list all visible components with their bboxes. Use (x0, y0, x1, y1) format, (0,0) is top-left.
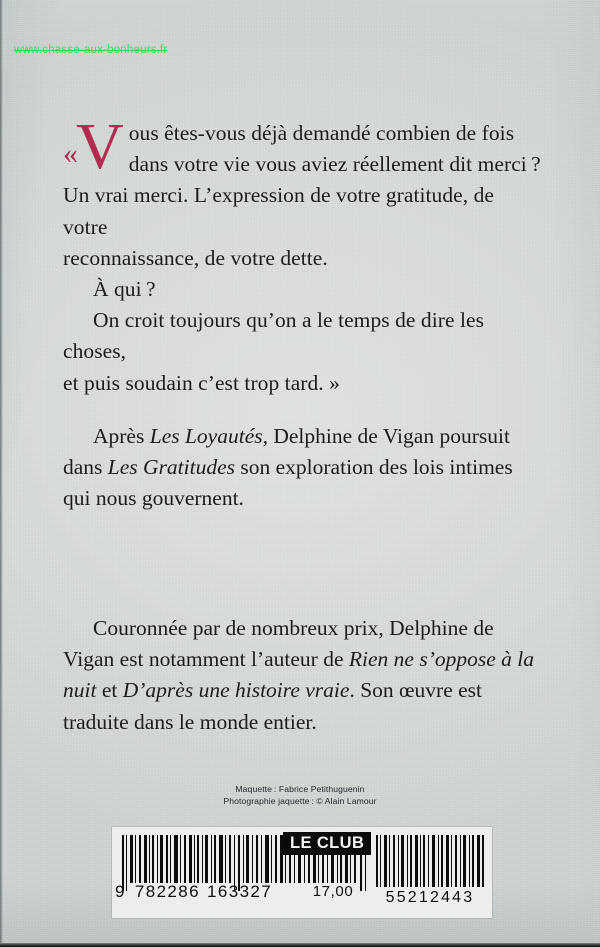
blurb-part-1: Après (93, 423, 150, 448)
blurb-title-les-loyautes: Les Loyautés (149, 423, 263, 448)
paragraph-spacer (63, 399, 541, 421)
dropcap-group (63, 110, 125, 183)
quote-line-2: dans votre vie vous aviez réellement dit merci ? (128, 152, 541, 177)
quote-line-5: À qui ? (93, 277, 156, 302)
price-label: 17,00 (312, 883, 354, 900)
le-club-logo: LE CLUB (283, 832, 371, 855)
bio-part-2: et (96, 678, 123, 703)
production-credits (0, 784, 600, 807)
blurb-paragraph (63, 421, 541, 515)
isbn-group-1: 782286 (134, 882, 200, 901)
barcode-label (112, 827, 492, 918)
bio-part-1: Couronnée par de nombreux prix, Delphine de Vigan est notamment l’auteur de (63, 616, 494, 672)
secondary-barcode (374, 835, 486, 887)
bio-part-3: . Son œuvre est traduite dans le monde entier. (63, 678, 483, 734)
quote-line-3: Un vrai merci. L’expression de votre gratitude, de votre (63, 183, 494, 239)
site-watermark: www.chasse-aux-bonheurs.fr (14, 44, 168, 56)
blurb-text (63, 421, 541, 515)
secondary-code-digits: 55212443 (385, 889, 475, 906)
quote-line-6: On croit toujours qu’on a le temps de dire les choses, (63, 308, 485, 364)
bio-text (63, 613, 541, 738)
quote-text (63, 110, 541, 399)
bio-title-rien-ne-soppose: Rien ne s’oppose à la nuit (63, 647, 534, 703)
blurb-part-2: , Delphine de Vigan poursuit dans (63, 423, 510, 480)
credit-maquette: Maquette : Fabrice Petithuguenin (235, 784, 365, 794)
blurb-title-les-gratitudes: Les Gratitudes (107, 455, 236, 480)
isbn-lead-digit: 9 (115, 882, 126, 901)
quote-line-1: ous êtes-vous déjà demandé combien de fois (128, 121, 515, 145)
open-guillemet: « (63, 137, 77, 170)
bottom-edge-shadow (0, 943, 600, 947)
credit-photographie: Photographie jaquette : © Alain Lamour (223, 795, 377, 806)
author-bio (63, 613, 541, 738)
quote-line-7: et puis soudain c’est trop tard. » (63, 370, 340, 395)
quote-line-4: reconnaissance, de votre dette. (63, 245, 328, 270)
blurb-part-3: son exploration des lois intimes qui nous gouvernent. (63, 455, 513, 511)
bio-title-dapres-une-histoire-vraie: D’après une histoire vraie (122, 678, 350, 703)
quote-block (63, 110, 541, 514)
isbn-group-2: 163327 (207, 882, 273, 901)
dropcap-letter: V (76, 110, 124, 183)
